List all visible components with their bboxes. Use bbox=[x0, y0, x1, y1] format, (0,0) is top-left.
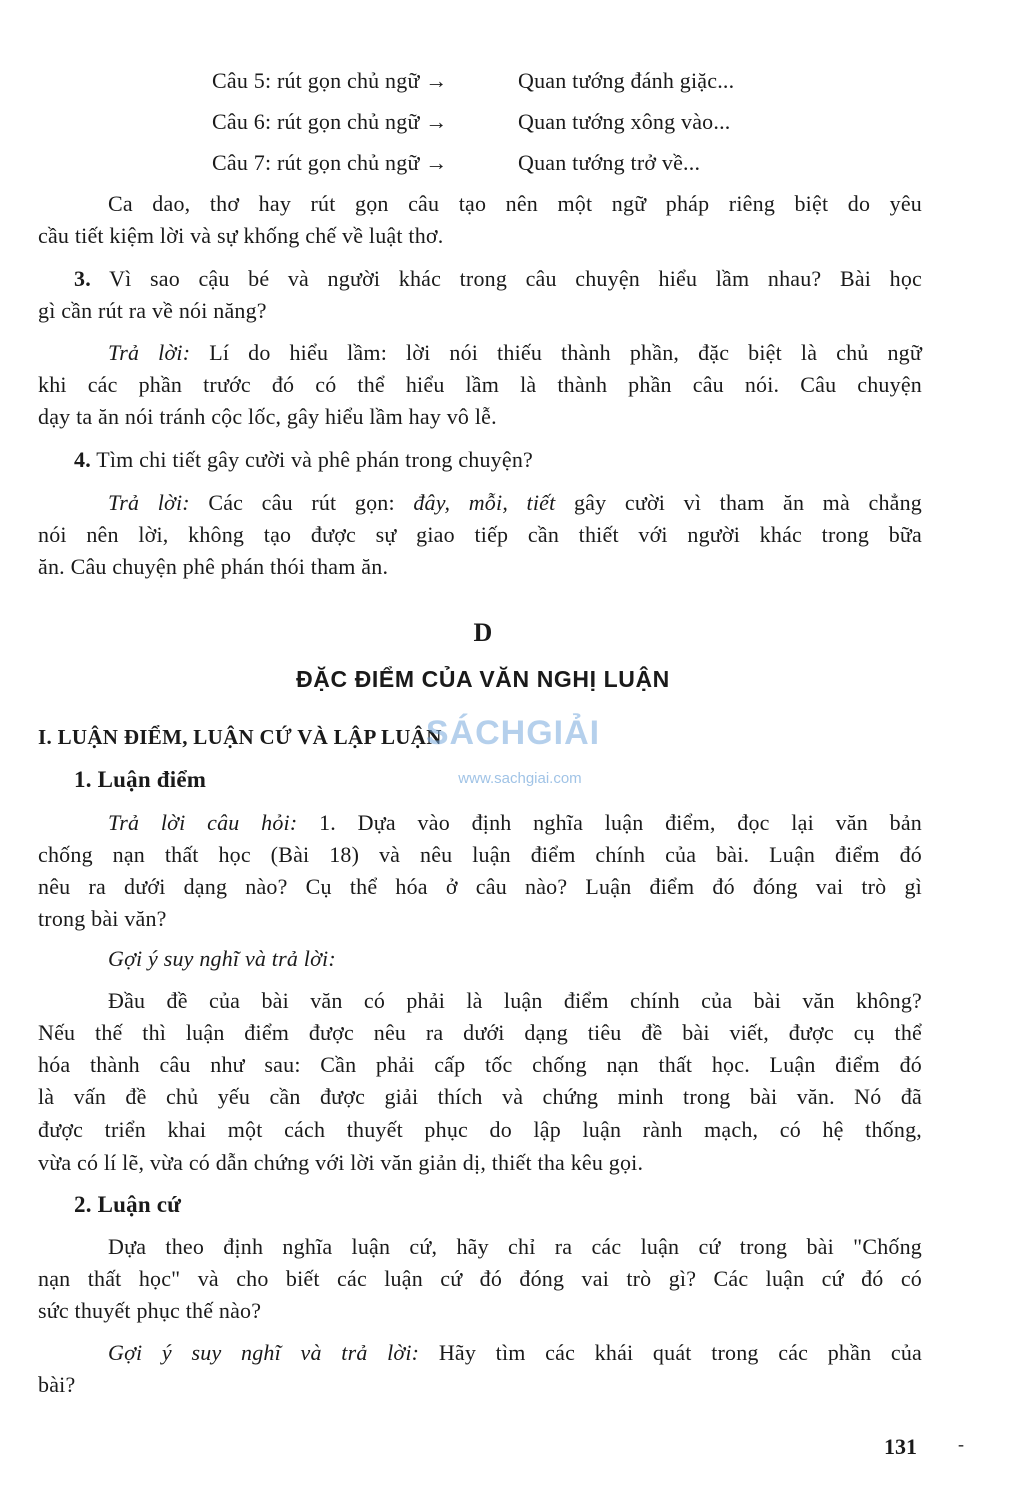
answer-text: Các câu rút gọn: bbox=[208, 490, 395, 515]
heading-luan-diem: 1. Luận điểm bbox=[74, 767, 207, 792]
part1-paragraph: được triển khai một cách thuyết phục do lập luận rành mạch, có hệ thống, bbox=[38, 1117, 922, 1142]
answer-label: Trả lời: bbox=[108, 490, 190, 515]
subsection-heading: I. LUẬN ĐIỂM, LUẬN CỨ VÀ LẬP LUẬN bbox=[38, 725, 442, 749]
answer-label: Trả lời: bbox=[108, 340, 191, 365]
answer-text: khi các phần trước đó có thể hiểu lầm là thành phần câu nói. Câu chuyện bbox=[38, 372, 922, 397]
part2-line: nạn thất học" và cho biết các luận cứ đó đóng vai trò gì? Các luận cứ đó có bbox=[38, 1266, 922, 1291]
question-text: Vì sao cậu bé và người khác trong câu chuyện hiểu lầm nhau? Bài học bbox=[109, 266, 922, 291]
paragraph-line: Ca dao, thơ hay rút gọn câu tạo nên một ngữ pháp riêng biệt do yêu bbox=[108, 191, 922, 216]
answer-emphasis: đây, mỗi, tiết bbox=[413, 490, 556, 515]
part2-hint-line bbox=[108, 1338, 922, 1368]
answer-label: Trả lời câu hỏi: bbox=[108, 810, 298, 835]
paragraph-line: cầu tiết kiệm lời và sự khống chế về luật thơ. bbox=[38, 223, 444, 248]
example-line-5 bbox=[212, 66, 735, 96]
page-number: 131 bbox=[884, 1434, 917, 1459]
answer-text: Lí do hiểu lầm: lời nói thiếu thành phần, đặc biệt là chủ ngữ bbox=[209, 340, 922, 365]
part1-line bbox=[108, 808, 922, 838]
part1-paragraph: là vấn đề chủ yếu cần được giải thích và chứng minh trong bài văn. Nó đã bbox=[38, 1084, 922, 1109]
part1-paragraph: hóa thành câu như sau: Cần phải cấp tốc chống nạn thất học. Luận điểm đó bbox=[38, 1052, 922, 1077]
watermark bbox=[408, 704, 618, 787]
example-result: Quan tướng trở về... bbox=[518, 150, 701, 175]
question-number: 3. bbox=[74, 266, 91, 291]
watermark-logo: SÁCHGIẢI bbox=[425, 714, 601, 752]
example-result: Quan tướng đánh giặc... bbox=[518, 68, 735, 93]
example-label: Câu 6: rút gọn chủ ngữ → bbox=[212, 109, 448, 134]
answer-text: dạy ta ăn nói tránh cộc lốc, gây hiểu lầm hay vô lễ. bbox=[38, 404, 497, 429]
part2-line: bài? bbox=[38, 1372, 76, 1397]
question-number: 4. bbox=[74, 447, 91, 472]
footer-mark: - bbox=[958, 1434, 964, 1454]
question-3 bbox=[74, 264, 922, 294]
question-text: Tìm chi tiết gây cười và phê phán trong chuyện? bbox=[96, 447, 533, 472]
answer-text: gây cười vì tham ăn mà chẳng bbox=[573, 490, 923, 515]
part1-text: 1. Dựa vào định nghĩa luận điểm, đọc lại văn bản bbox=[319, 810, 922, 835]
part1-line: chống nạn thất học (Bài 18) và nêu luận điểm chính của bài. Luận điểm đó bbox=[38, 842, 922, 867]
answer-text: ăn. Câu chuyện phê phán thói tham ăn. bbox=[38, 554, 389, 579]
part2-line: Dựa theo định nghĩa luận cứ, hãy chỉ ra các luận cứ trong bài "Chống bbox=[108, 1234, 922, 1259]
answer-text: nói nên lời, không tạo được sự giao tiếp cần thiết với người khác trong bữa bbox=[38, 522, 922, 547]
part1-paragraph: vừa có lí lẽ, vừa có dẫn chứng với lời văn giản dị, thiết tha kêu gọi. bbox=[38, 1150, 644, 1175]
example-label: Câu 5: rút gọn chủ ngữ → bbox=[212, 68, 448, 93]
question-text: gì cần rút ra về nói năng? bbox=[38, 298, 267, 323]
heading-luan-cu: 2. Luận cứ bbox=[74, 1192, 182, 1217]
answer-3 bbox=[108, 338, 922, 368]
part1-line: trong bài văn? bbox=[38, 906, 167, 931]
answer-4 bbox=[108, 488, 922, 518]
part1-paragraph: Nếu thế thì luận điểm được nêu ra dưới dạng tiêu đề bài viết, được cụ thể bbox=[38, 1020, 922, 1045]
watermark-url: www.sachgiai.com bbox=[458, 770, 582, 787]
part2-line: sức thuyết phục thế nào? bbox=[38, 1298, 262, 1323]
part1-paragraph: Đầu đề của bài văn có phải là luận điểm chính của bài văn không? bbox=[108, 988, 922, 1013]
section-letter: D bbox=[473, 618, 493, 647]
example-line-7 bbox=[212, 148, 701, 178]
hint-label: Gợi ý suy nghĩ và trả lời: bbox=[108, 1340, 420, 1365]
part1-line: nêu ra dưới dạng nào? Cụ thể hóa ở câu nào? Luận điểm đó đóng vai trò gì bbox=[38, 874, 922, 899]
hint-label: Gợi ý suy nghĩ và trả lời: bbox=[108, 946, 336, 971]
example-line-6 bbox=[212, 107, 731, 137]
part2-text: Hãy tìm các khái quát trong các phần của bbox=[438, 1340, 922, 1365]
example-label: Câu 7: rút gọn chủ ngữ → bbox=[212, 150, 448, 175]
example-result: Quan tướng xông vào... bbox=[518, 109, 731, 134]
section-title: ĐẶC ĐIỂM CỦA VĂN NGHỊ LUẬN bbox=[296, 666, 670, 692]
question-4 bbox=[74, 445, 533, 475]
